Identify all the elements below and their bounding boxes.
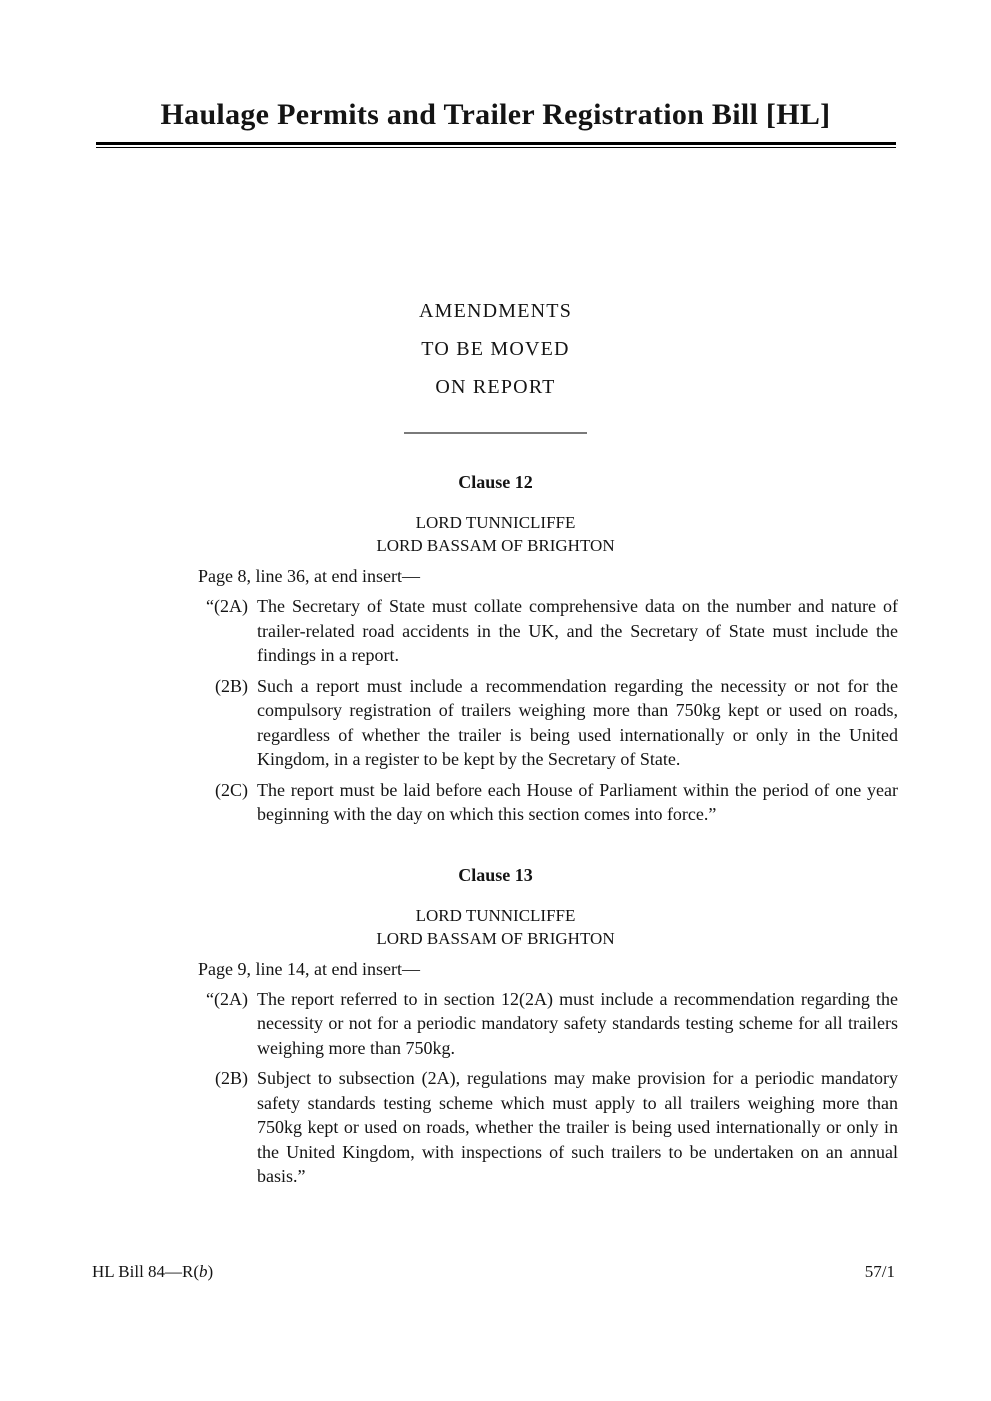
clause-12-instruction: Page 8, line 36, at end insert— [198,566,420,586]
amendment-paragraph-2B [198,1066,898,1189]
clause-12-title: Clause 12 [458,472,533,492]
sponsor-name: LORD TUNNICLIFFE [415,905,576,925]
paragraph-text: The Secretary of State must collate comprehensive data on the number and nature of trailer-related road accidents in the UK, and the Secretary of State must include the findings in a report. [257,596,898,665]
amendment-paragraph-2A [198,987,898,1061]
sponsor-name: LORD BASSAM OF BRIGHTON [376,536,615,555]
sponsor-name: LORD BASSAM OF BRIGHTON [376,928,615,948]
rule-thin-line [96,147,896,148]
heading-line-on-report: ON REPORT [435,376,556,398]
title-double-rule [96,142,896,148]
bill-reference-prefix: HL Bill 84—R( [92,1262,200,1281]
heading-line-amendments: AMENDMENTS [418,300,573,322]
paragraph-text: The report must be laid before each House of Parliament within the period of one year beginning with the day on which this section comes into force.” [257,779,898,824]
page-footer [92,1261,895,1283]
amendment-paragraph-2A [198,594,898,668]
amendments-heading [0,300,991,434]
paragraph-label: “(2A) [206,988,248,1009]
clause-12-section [0,471,991,827]
title-block [0,0,991,148]
paragraph-label: (2B) [215,1068,248,1088]
bill-reference [92,1261,213,1283]
paragraph-label: (2C) [215,779,248,800]
bill-reference-italic: b [199,1262,208,1281]
clause-13-title: Clause 13 [458,864,533,885]
clause-13-amendments [0,987,991,1189]
paragraph-label: (2B) [215,675,248,696]
clause-13-instruction: Page 9, line 14, at end insert— [198,958,420,979]
amendment-paragraph-2B [198,674,898,772]
section-separator-rule [404,432,587,434]
bill-reference-suffix: ) [207,1262,214,1281]
clause-13-sponsors [0,904,991,950]
bill-title: Haulage Permits and Trailer Registration Bill [HL] [160,98,831,131]
sponsor-name: LORD TUNNICLIFFE [415,513,576,532]
clause-12-sponsors [0,511,991,557]
amendment-paragraph-2C [198,778,898,827]
paragraph-text: Subject to subsection (2A), regulations may make provision for a periodic mandatory safety standards testing scheme which must apply to all trailers weighing more than 750kg kept or used on roads, whether the trailer is being used internationally or only in the United Kingdom, with inspections of such trailers to be undertaken on an annual basis.” [257,1068,898,1186]
heading-line-to-be-moved: TO BE MOVED [421,338,570,360]
page-number: 57/1 [864,1262,895,1281]
paragraph-label: “(2A) [206,596,248,616]
paragraph-text: The report referred to in section 12(2A) must include a recommendation regarding the necessity or not for a periodic mandatory safety standards testing scheme for all trailers weighing more than 750kg. [257,988,898,1058]
clause-13-section [0,864,991,1189]
clause-12-amendments [0,594,991,827]
paragraph-text: Such a report must include a recommendation regarding the necessity or not for the compulsory registration of trailers weighing more than 750kg kept or used on roads, regardless of whether the trailer is being used internationally or only in the United Kingdom, in a register to be kept by the Secretary of State. [257,675,898,769]
